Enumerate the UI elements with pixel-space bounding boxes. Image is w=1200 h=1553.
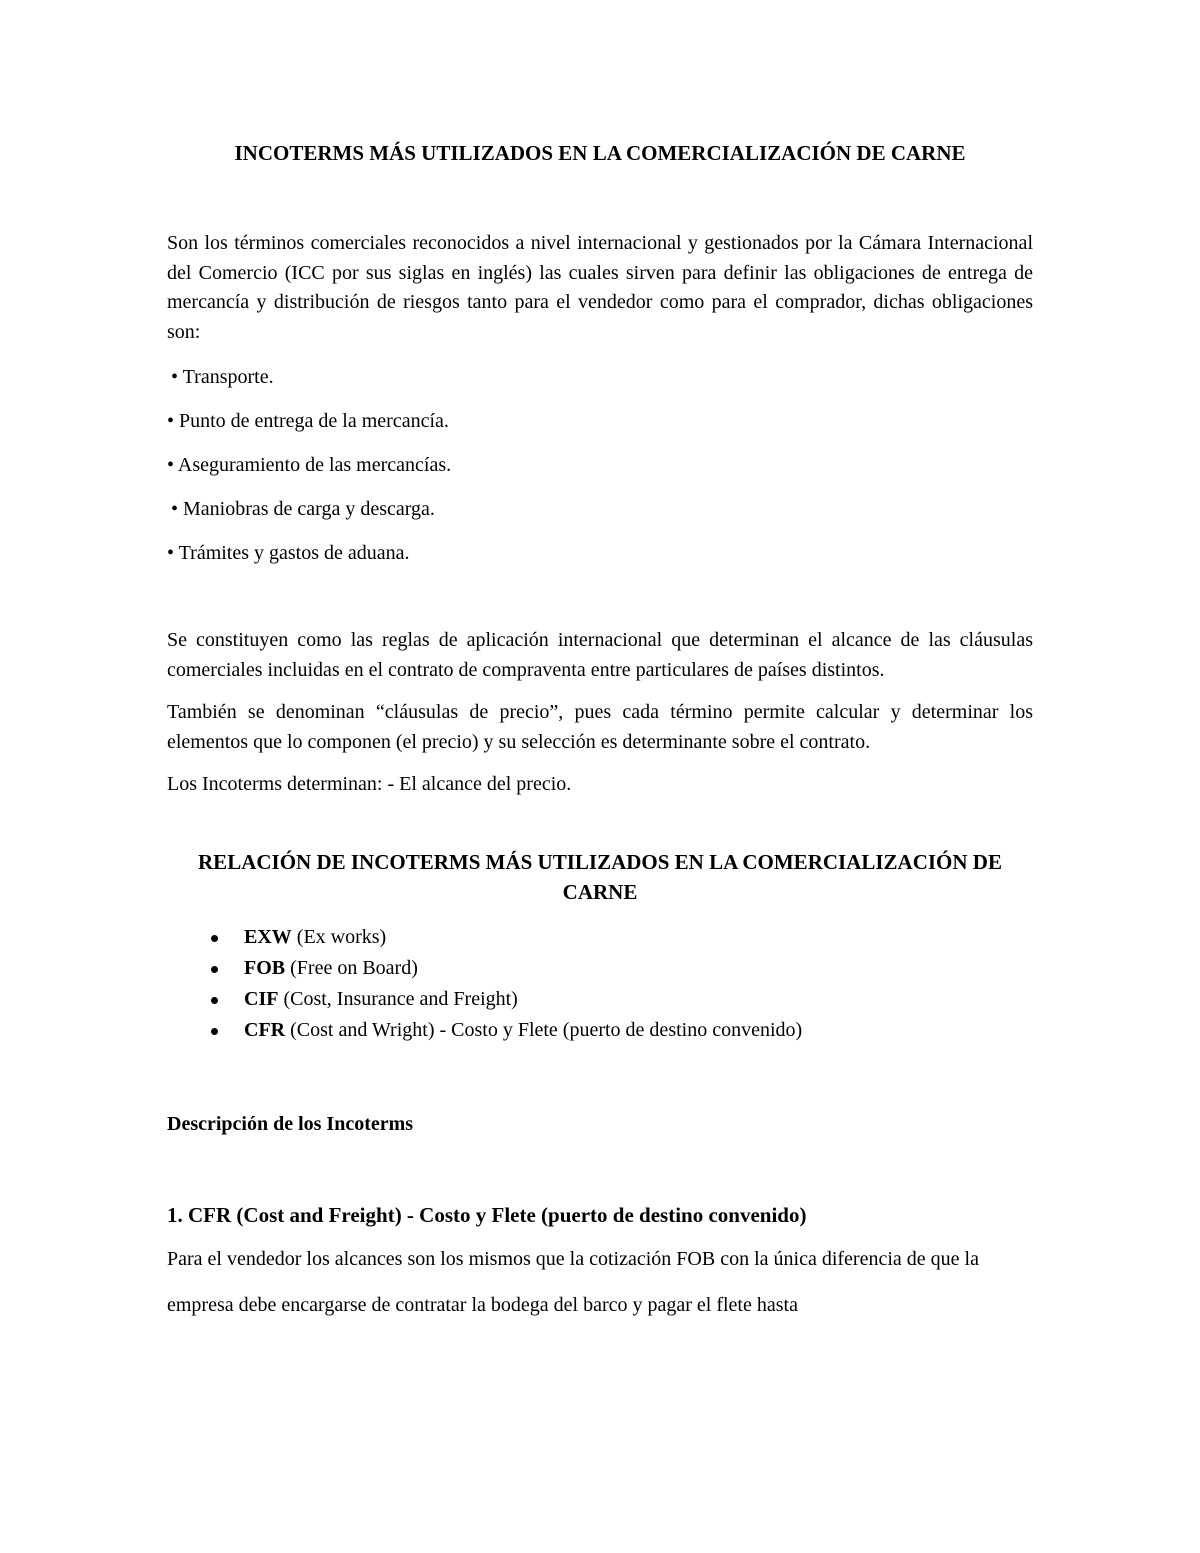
incoterm-code: CFR bbox=[244, 1018, 286, 1041]
obligation-item: • Transporte. bbox=[171, 366, 274, 388]
incoterm-description: (Ex works) bbox=[291, 925, 387, 948]
incoterm-item-exw bbox=[167, 922, 1033, 953]
price-clauses-paragraph: También se denominan “cláusulas de precio”, pues cada término permite calcular y determinar los elementos que lo componen (el precio) y su selección es determinante sobre el contrato. bbox=[167, 701, 1033, 753]
bullet-icon bbox=[211, 966, 218, 973]
obligation-item: • Trámites y gastos de aduana. bbox=[167, 542, 410, 564]
incoterm-item-fob bbox=[167, 953, 1033, 984]
incoterm-code: EXW bbox=[244, 925, 292, 948]
incoterm-code: CIF bbox=[244, 987, 279, 1010]
description-heading: Descripción de los Incoterms bbox=[167, 1112, 414, 1135]
section1-heading: 1. CFR (Cost and Freight) - Costo y Flete (puerto de destino convenido) bbox=[167, 1202, 807, 1227]
incoterms-determine-paragraph: Los Incoterms determinan: - El alcance del precio. bbox=[167, 773, 572, 795]
incoterm-description: (Free on Board) bbox=[285, 956, 418, 979]
document-body bbox=[167, 138, 1033, 1328]
obligations-list bbox=[167, 363, 1033, 568]
incoterm-code: FOB bbox=[244, 956, 286, 979]
obligation-item: • Maniobras de carga y descarga. bbox=[171, 498, 435, 520]
obligation-item: • Aseguramiento de las mercancías. bbox=[167, 454, 452, 476]
document-title: INCOTERMS MÁS UTILIZADOS EN LA COMERCIALIZACIÓN DE CARNE bbox=[234, 141, 966, 165]
incoterm-item-cfr bbox=[167, 1015, 1033, 1046]
incoterms-list bbox=[167, 922, 1033, 1046]
intro-paragraph: Son los términos comerciales reconocidos a nivel internacional y gestionados por la Cámara Internacional del Comercio (ICC por sus siglas en inglés) las cuales sirven para definir las obligaciones de entrega de mercancía y distribución de riesgos tanto para el vendedor como para el comprador, dichas obligaciones son: bbox=[167, 232, 1033, 343]
bullet-icon bbox=[211, 1028, 218, 1035]
section-title-relation: RELACIÓN DE INCOTERMS MÁS UTILIZADOS EN LA COMERCIALIZACIÓN DE CARNE bbox=[198, 849, 1002, 904]
obligation-item: • Punto de entrega de la mercancía. bbox=[167, 410, 449, 432]
bullet-icon bbox=[211, 997, 218, 1004]
bullet-icon bbox=[211, 935, 218, 942]
incoterm-description: (Cost and Wright) - Costo y Flete (puerto de destino convenido) bbox=[285, 1018, 803, 1041]
incoterm-description: (Cost, Insurance and Freight) bbox=[278, 987, 518, 1010]
section1-body: Para el vendedor los alcances son los mismos que la cotización FOB con la única diferencia de que la empresa debe encargarse de contratar la bodega del barco y pagar el flete hasta bbox=[167, 1247, 979, 1316]
rules-paragraph: Se constituyen como las reglas de aplicación internacional que determinan el alcance de las cláusulas comerciales incluidas en el contrato de compraventa entre particulares de países distintos. bbox=[167, 629, 1033, 681]
incoterm-item-cif bbox=[167, 984, 1033, 1015]
